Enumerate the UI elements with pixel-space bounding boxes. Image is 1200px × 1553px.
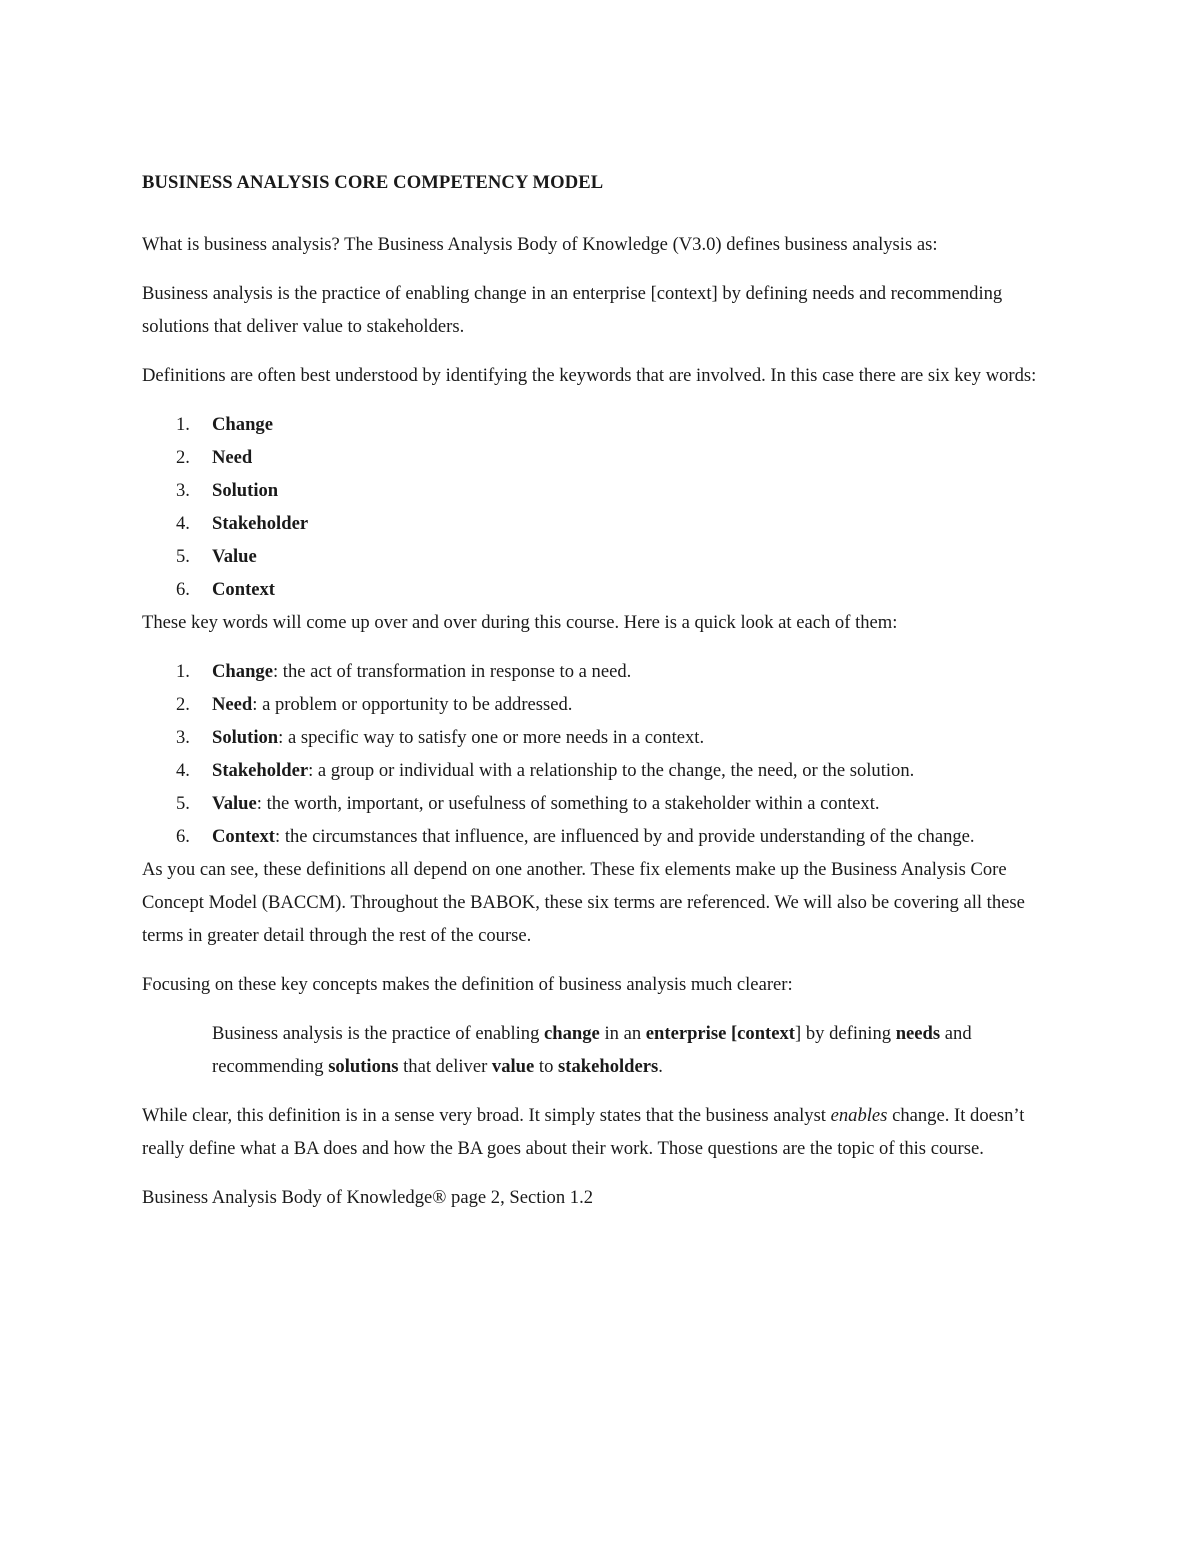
list-number: 4.: [176, 513, 190, 534]
keywords-list: [142, 408, 1062, 606]
definition-keyword: stakeholders: [558, 1056, 659, 1077]
document-title: BUSINESS ANALYSIS CORE COMPETENCY MODEL: [142, 172, 604, 193]
list-item: [142, 441, 1062, 474]
definition-term: Need: [212, 694, 253, 715]
definition-segment: .: [658, 1056, 663, 1077]
definition-keyword: change: [544, 1023, 600, 1044]
list-item: [142, 573, 1062, 606]
emphasized-definition: [142, 1017, 1062, 1083]
definition-text: : a problem or opportunity to be addressed.: [252, 694, 573, 715]
closing-segment: While clear, this definition is in a sense very broad. It simply states that the business analyst: [142, 1105, 831, 1126]
definition-term: Context: [212, 826, 275, 847]
definition-text: : the act of transformation in response to a need.: [272, 661, 632, 682]
definition-term: Value: [212, 793, 257, 814]
list-number: 2.: [176, 447, 190, 468]
definition-term: Stakeholder: [212, 760, 309, 781]
keyword: Change: [212, 414, 273, 435]
keyword: Solution: [212, 480, 279, 501]
list-item: [142, 820, 1062, 853]
definition-keyword: needs: [895, 1023, 941, 1044]
list-item: [142, 507, 1062, 540]
definition-segment: that deliver: [398, 1056, 492, 1077]
document-page: [142, 166, 1062, 1230]
definition-term: Change: [212, 661, 273, 682]
definition-text: : a group or individual with a relationship to the change, the need, or the solution.: [308, 760, 915, 781]
intro-paragraph: What is business analysis? The Business Analysis Body of Knowledge (V3.0) defines business analysis as:: [142, 234, 938, 255]
focus-paragraph: Focusing on these key concepts makes the definition of business analysis much clearer:: [142, 974, 793, 995]
keyword: Need: [212, 447, 253, 468]
list-number: 3.: [176, 480, 190, 501]
list-number: 4.: [176, 760, 190, 781]
list-item: [142, 787, 1062, 820]
list-number: 3.: [176, 727, 190, 748]
list-number: 5.: [176, 793, 190, 814]
keywords-intro-paragraph: Definitions are often best understood by identifying the keywords that are involved. In this case there are six key words:: [142, 365, 1037, 386]
list-item: [142, 540, 1062, 573]
definition-segment: and recommending: [212, 1023, 972, 1077]
definition-keyword: enterprise [context: [645, 1023, 795, 1044]
list-number: 6.: [176, 579, 190, 600]
list-number: 5.: [176, 546, 190, 567]
list-item: [142, 474, 1062, 507]
definition-paragraph: Business analysis is the practice of enabling change in an enterprise [context] by defining needs and recommending solutions that deliver value to stakeholders.: [142, 283, 1003, 337]
list-item: [142, 688, 1062, 721]
list-number: 6.: [176, 826, 190, 847]
list-item: [142, 655, 1062, 688]
list-item: [142, 408, 1062, 441]
list-number: 1.: [176, 661, 190, 682]
definition-term: Solution: [212, 727, 279, 748]
list-number: 2.: [176, 694, 190, 715]
definition-text: : a specific way to satisfy one or more needs in a context.: [278, 727, 705, 748]
list-item: [142, 754, 1062, 787]
definition-text: : the worth, important, or usefulness of something to a stakeholder within a context.: [256, 793, 880, 814]
list-number: 1.: [176, 414, 190, 435]
baccm-paragraph: As you can see, these definitions all depend on one another. These fix elements make up the Business Analysis Core Concept Model (BACCM). Throughout the BABOK, these six terms are referenced. We will also be covering all these terms in greater detail through the rest of the course.: [142, 859, 1025, 946]
closing-segment: change. It doesn’t really define what a BA does and how the BA goes about their work. Those questions are the topic of this course.: [142, 1105, 1025, 1159]
keyword: Value: [212, 546, 257, 567]
closing-paragraph: [142, 1099, 1062, 1165]
closing-emphasis: enables: [830, 1105, 888, 1126]
keyword: Stakeholder: [212, 513, 309, 534]
keyword: Context: [212, 579, 275, 600]
definition-segment: Business analysis is the practice of enabling: [212, 1023, 545, 1044]
definition-segment: in an: [599, 1023, 646, 1044]
definition-keyword: solutions: [328, 1056, 399, 1077]
definition-segment: ] by defining: [795, 1023, 896, 1044]
definitions-list: [142, 655, 1062, 853]
reference-line: Business Analysis Body of Knowledge® page 2, Section 1.2: [142, 1187, 594, 1208]
definition-keyword: value: [491, 1056, 535, 1077]
list-item: [142, 721, 1062, 754]
definition-segment: to: [534, 1056, 559, 1077]
definitions-intro-paragraph: These key words will come up over and over during this course. Here is a quick look at each of them:: [142, 612, 898, 633]
definition-text: : the circumstances that influence, are influenced by and provide understanding of the change.: [275, 826, 975, 847]
